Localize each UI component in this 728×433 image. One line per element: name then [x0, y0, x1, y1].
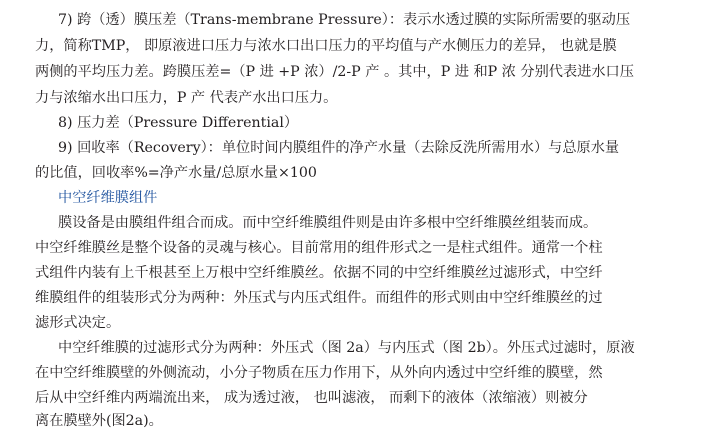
item7-line1: 7) 跨（透）膜压差（Trans-membrane Pressure）：表示水透过膜的实际所需要的驱动压	[58, 12, 631, 28]
section-heading: 中空纤维膜组件	[58, 190, 158, 206]
para1-line3: 式组件内装有上千根甚至上万根中空纤维膜丝。依据不同的中空纤维膜丝过滤形式，中空纤	[35, 265, 603, 281]
para2-line2: 在中空纤维膜壁的外侧流动，小分子物质在压力作用下，从外向内透过中空纤维的膜壁，然	[35, 365, 603, 381]
item8-line1: 8) 压力差（Pressure Differential）	[58, 115, 299, 131]
para2-line4: 离在膜壁外(图2a)。	[35, 413, 163, 429]
item9-line2: 的比值，回收率%=净产水量/总原水量×100	[35, 165, 317, 181]
para1-line4: 维膜组件的组装形式分为两种：外压式与内压式组件。而组件的形式则由中空纤维膜丝的过	[35, 290, 603, 306]
item9-line1: 9) 回收率（Recovery）：单位时间内膜组件的净产水量（去除反洗所需用水）与总原水量	[58, 140, 620, 156]
para1-line5: 滤形式决定。	[35, 315, 121, 331]
item7-line4: 力与浓缩水出口压力，P 产 代表产水出口压力。	[35, 90, 338, 106]
para1-line1: 膜设备是由膜组件组合而成。而中空纤维膜组件则是由许多根中空纤维膜丝组装而成。	[58, 215, 598, 231]
item7-line2: 力，简称TMP， 即原液进口压力与浓水口出口压力的平均值与产水侧压力的差异， 也就是膜	[35, 38, 617, 54]
item7-line3: 两侧的平均压力差。跨膜压差=（P 进 +P 浓）/2-P 产 。其中，P 进 和P 浓 分别代表进水口压	[35, 64, 634, 80]
para2-line1: 中空纤维膜的过滤形式分为两种：外压式（图 2a）与内压式（图 2b）。外压式过滤时，原液	[58, 340, 635, 356]
para2-line3: 后从中空纤维内两端流出来， 成为透过液， 也叫滤液， 而剩下的液体（浓缩液）则被分	[35, 390, 588, 406]
para1-line2: 中空纤维膜丝是整个设备的灵魂与核心。目前常用的组件形式之一是柱式组件。通常一个柱	[35, 240, 603, 256]
